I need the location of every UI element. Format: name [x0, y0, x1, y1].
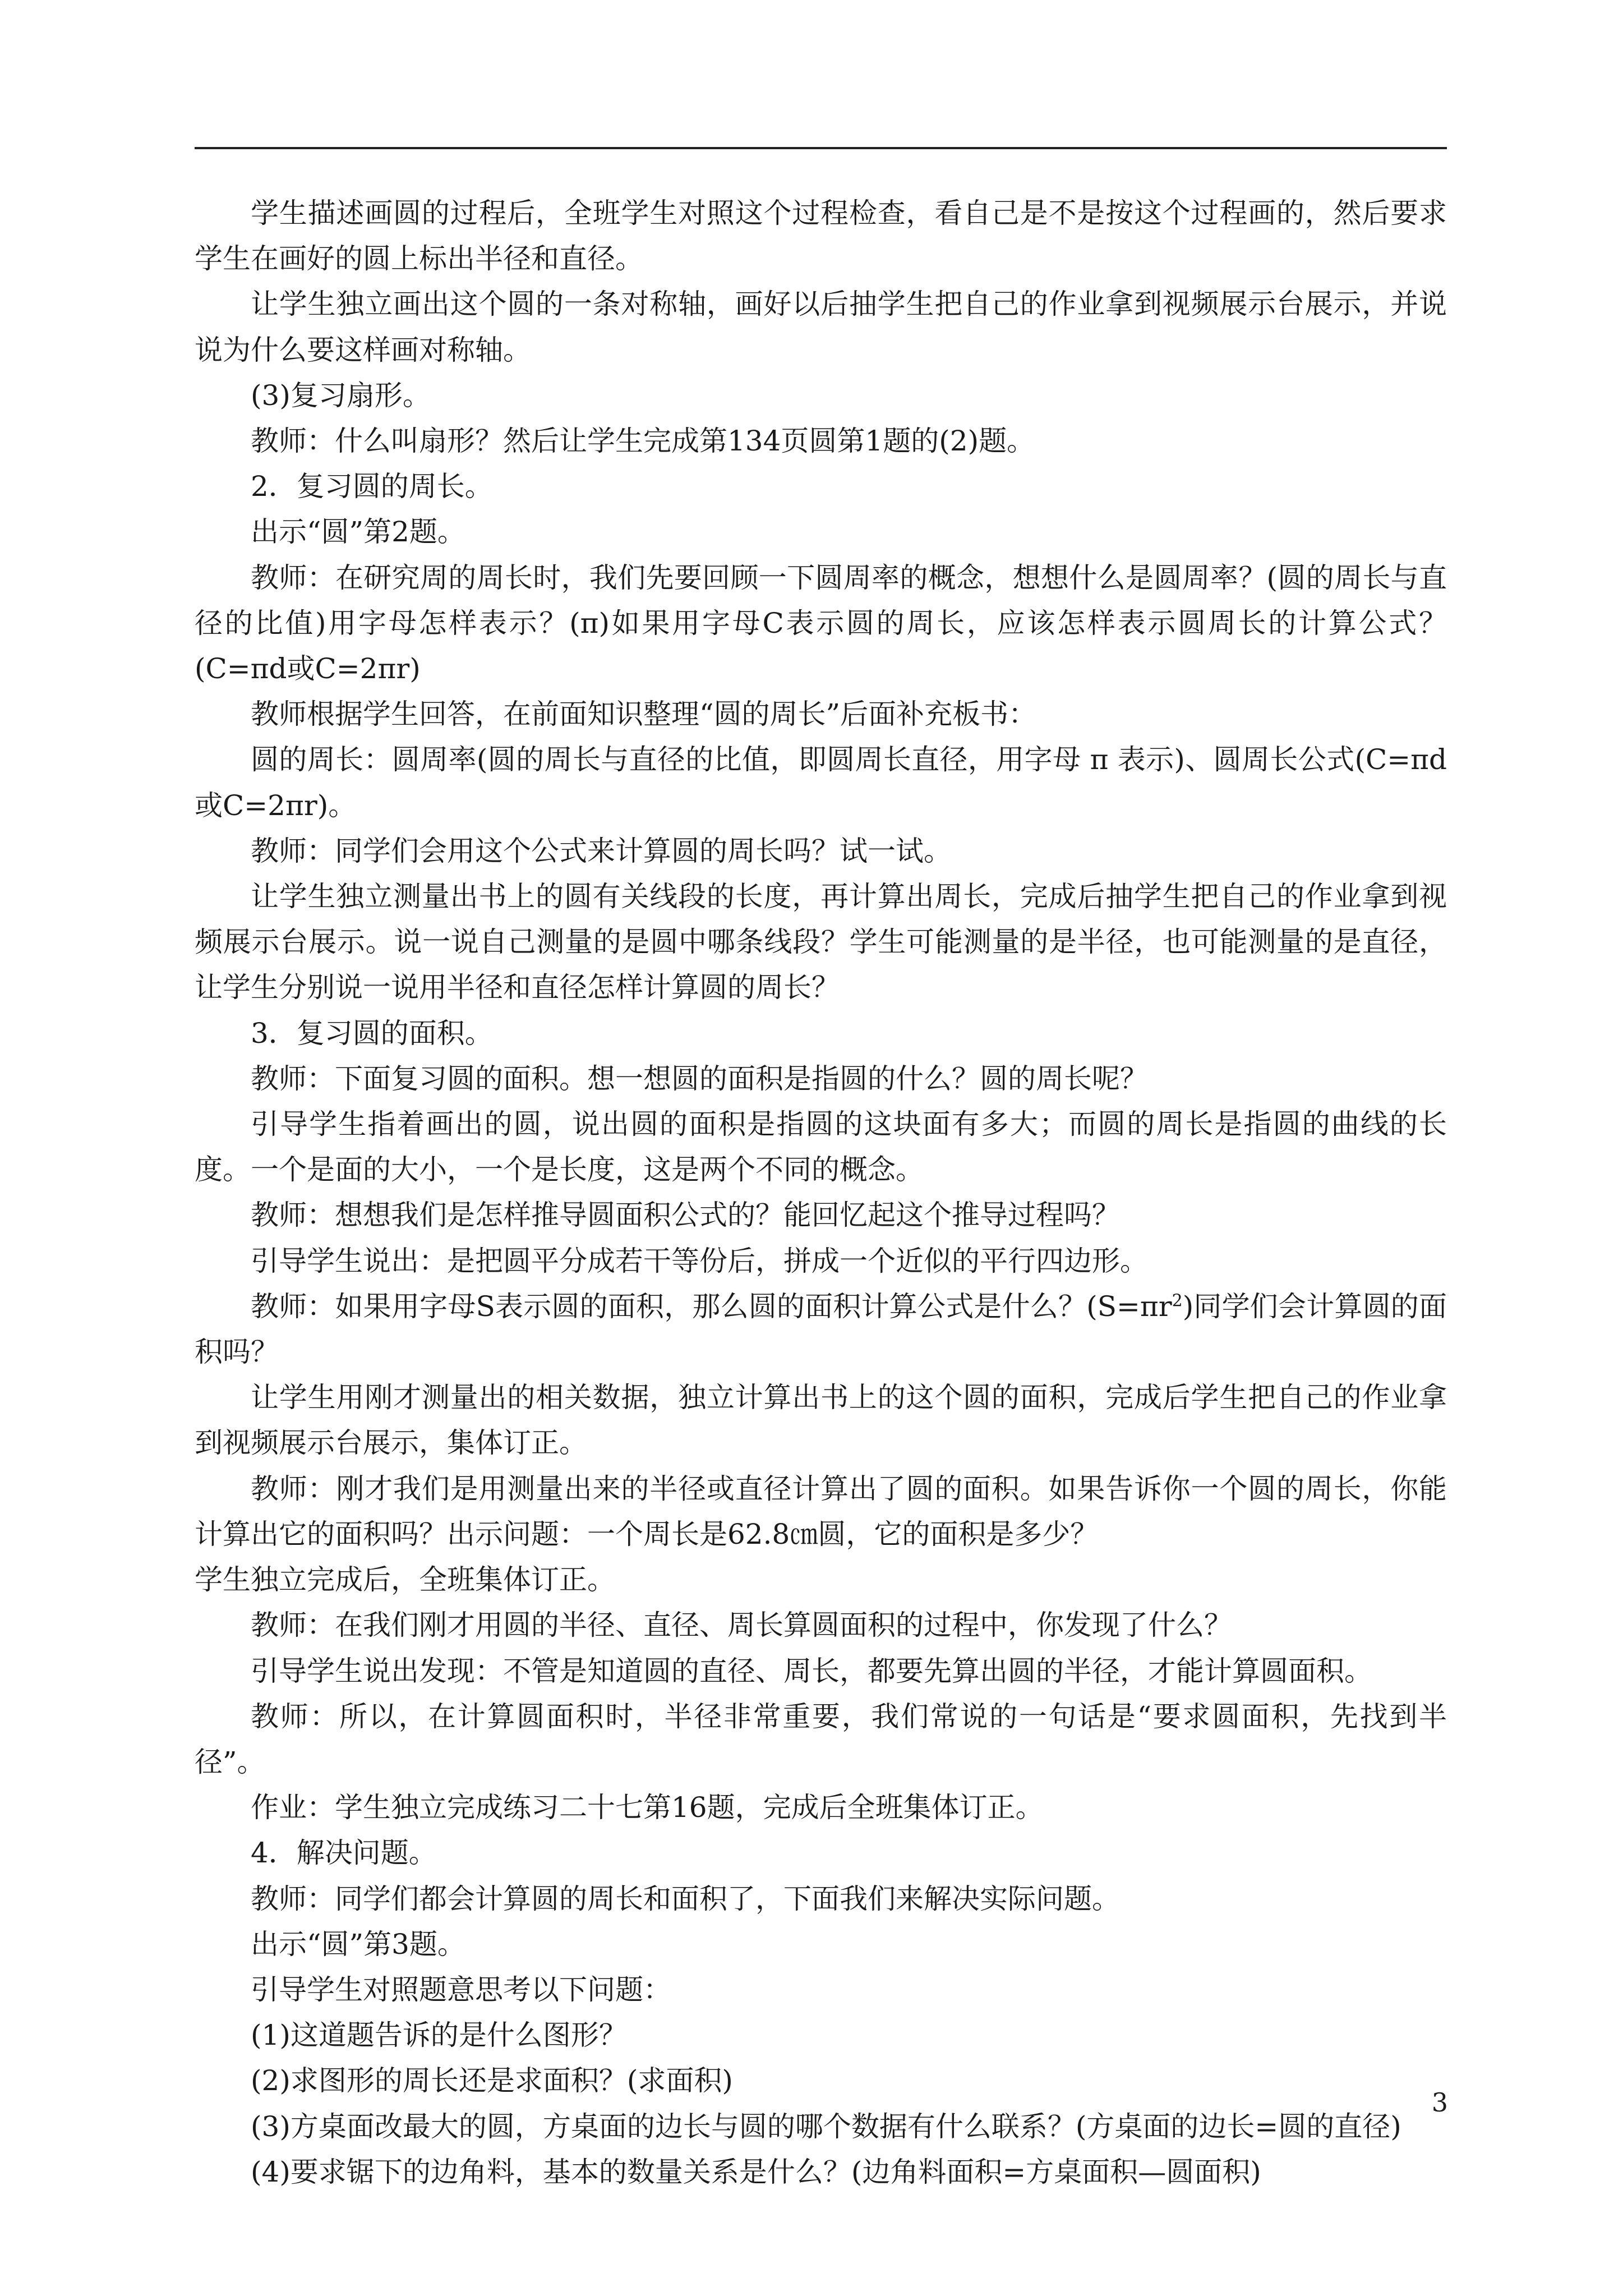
list-item: (3)方桌面改最大的圆，方桌面的边长与圆的哪个数据有什么联系？(方桌面的边长=圆的直径): [251, 2110, 1401, 2143]
paragraph: 学生独立完成后，全班集体订正。: [195, 1563, 615, 1596]
paragraph-area-formula: [195, 1284, 1447, 1375]
paragraph: 引导学生说出：是把圆平分成若干等份后，拼成一个近似的平行四边形。: [251, 1244, 1148, 1277]
paragraph: 教师：想想我们是怎样推导圆面积公式的？能回忆起这个推导过程吗？: [251, 1199, 1120, 1232]
paragraph: 出示“圆”第3题。: [251, 1927, 465, 1961]
document-body: [195, 191, 1447, 2195]
list-item: (2)求图形的周长还是求面积？(求面积): [251, 2064, 733, 2097]
paragraph: 出示“圆”第2题。: [251, 516, 465, 549]
paragraph: 教师：在研究周的周长时，我们先要回顾一下圆周率的概念，想想什么是圆周率？(圆的周长与直径的比值)用字母怎样表示？(π)如果用字母C表示圆的周长，应该怎样表示圆周长的计算公式？(C=πd或C=2πr): [195, 561, 1447, 685]
page-number: 3: [1431, 2087, 1448, 2118]
paragraph: 教师：同学们都会计算圆的周长和面积了，下面我们来解决实际问题。: [251, 1882, 1120, 1915]
paragraph: 引导学生对照题意思考以下问题：: [251, 1973, 671, 2006]
paragraph: 学生描述画圆的过程后，全班学生对照这个过程检查，看自己是不是按这个过程画的，然后要求学生在画好的圆上标出半径和直径。: [195, 197, 1447, 275]
paragraph: 教师：同学们会用这个公式来计算圆的周长吗？试一试。: [251, 834, 952, 867]
paragraph: 引导学生说出发现：不管是知道圆的直径、周长，都要先算出圆的半径，才能计算圆面积。: [251, 1654, 1372, 1687]
paragraph: 让学生独立测量出书上的圆有关线段的长度，再计算出周长，完成后抽学生把自己的作业拿到视频展示台展示。说一说自己测量的是圆中哪条线段？学生可能测量的是半径，也可能测量的是直径，让学生分别说一说用半径和直径怎样计算圆的周长？: [195, 880, 1447, 1004]
formula-text-after: )同学们会计算圆的面积吗？: [195, 1290, 1447, 1369]
paragraph: 教师：刚才我们是用测量出来的半径或直径计算出了圆的面积。如果告诉你一个圆的周长，你能计算出它的面积吗？出示问题：一个周长是62.8㎝圆，它的面积是多少？: [195, 1472, 1447, 1550]
section-heading: 4．解决问题。: [251, 1837, 437, 1870]
paragraph: 让学生用刚才测量出的相关数据，独立计算出书上的这个圆的面积，完成后学生把自己的作业拿到视频展示台展示，集体订正。: [195, 1381, 1447, 1460]
paragraph: 教师：所以，在计算圆面积时，半径非常重要，我们常说的一句话是“要求圆面积，先找到半径”。: [195, 1700, 1447, 1778]
superscript-exponent: 2: [1172, 1291, 1183, 1311]
paragraph: 教师根据学生回答，在前面知识整理“圆的周长”后面补充板书：: [251, 698, 1037, 731]
list-item: (4)要求锯下的边角料，基本的数量关系是什么？(边角料面积=方桌面积—圆面积): [251, 2155, 1261, 2188]
section-heading: 2．复习圆的周长。: [251, 470, 493, 503]
paragraph: 教师：在我们刚才用圆的半径、直径、周长算圆面积的过程中，你发现了什么？: [251, 1609, 1232, 1642]
paragraph: 让学生独立画出这个圆的一条对称轴，画好以后抽学生把自己的作业拿到视频展示台展示，并说说为什么要这样画对称轴。: [195, 288, 1447, 366]
paragraph: 作业：学生独立完成练习二十七第16题，完成后全班集体订正。: [251, 1791, 1044, 1824]
paragraph: 教师：下面复习圆的面积。想一想圆的面积是指圆的什么？圆的周长呢？: [251, 1062, 1148, 1095]
header-rule: [195, 147, 1447, 149]
paragraph: 教师：什么叫扇形？然后让学生完成第134页圆第1题的(2)题。: [251, 425, 1035, 458]
list-item: (1)这道题告诉的是什么图形？: [251, 2019, 627, 2052]
formula-text-before: 教师：如果用字母S表示圆的面积，那么圆的面积计算公式是什么？(S=πr: [251, 1290, 1172, 1323]
paragraph: 圆的周长：圆周率(圆的周长与直径的比值，即圆周长直径，用字母 π 表示)、圆周长公式(C=πd或C=2πr)。: [195, 743, 1447, 822]
paragraph: (3)复习扇形。: [251, 379, 431, 412]
paragraph: 引导学生指着画出的圆，说出圆的面积是指圆的这块面有多大；而圆的周长是指圆的曲线的长度。一个是面的大小，一个是长度，这是两个不同的概念。: [195, 1108, 1447, 1186]
section-heading: 3．复习圆的面积。: [251, 1016, 493, 1050]
